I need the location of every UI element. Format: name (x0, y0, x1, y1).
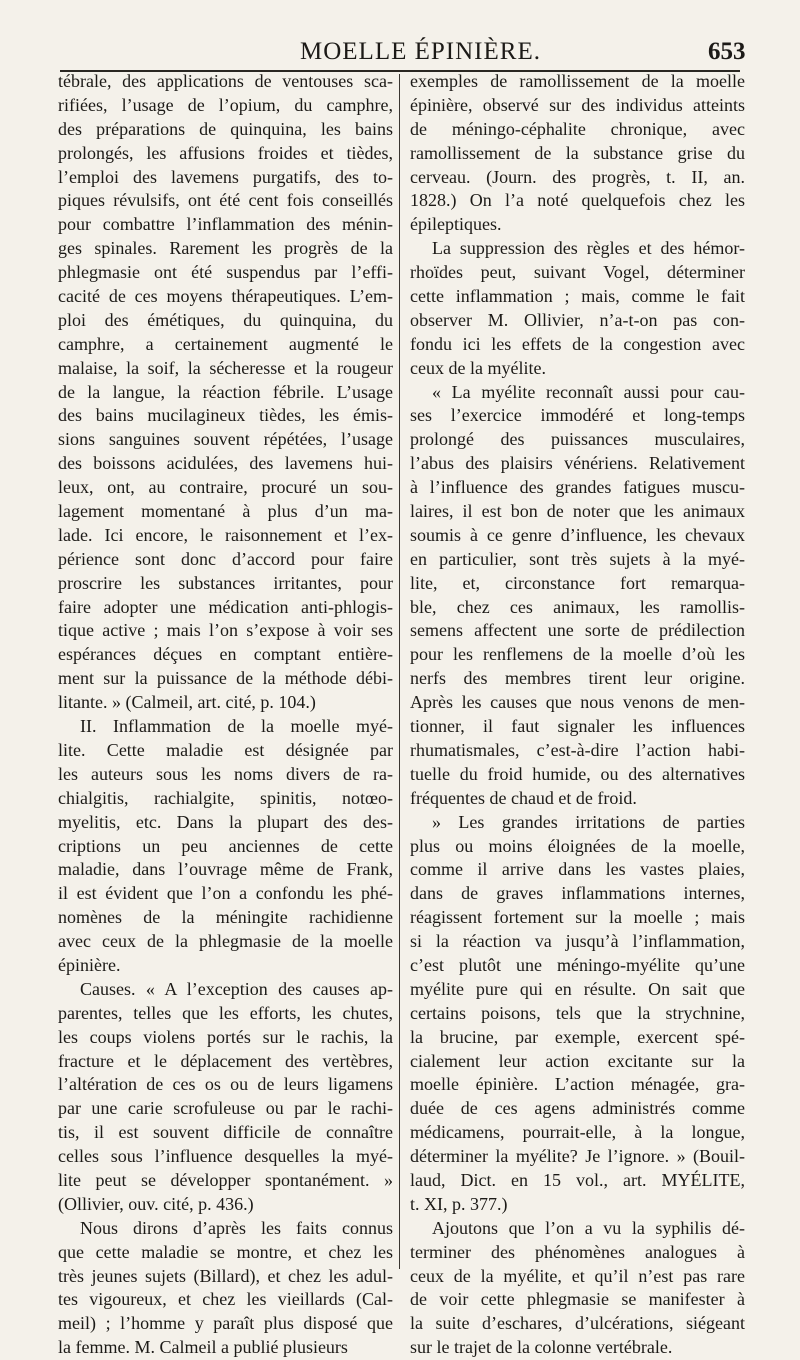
text-line: cette inflammation ; mais, comme le fait (410, 286, 745, 307)
text-line: tes vigoureux, et chez les vieillards (Cal- (58, 1289, 393, 1310)
text-line: de la langue, la réaction fébrile. L’usage (58, 381, 393, 402)
text-line: ment sur la puissance de la méthode débi- (58, 668, 393, 689)
text-line: nomènes de la méningite rachidienne (58, 907, 393, 928)
text-line: lagement momentané à plus d’un ma- (58, 501, 393, 522)
text-line: avec ceux de la phlegmasie de la moelle (58, 931, 393, 952)
text-line: épinière. (58, 954, 121, 975)
text-line: tuelle du froid humide, ou des alternatives (410, 763, 745, 784)
left-column (58, 70, 393, 1360)
text-line: phlegmasie ont été suspendus par l’effi- (58, 262, 393, 283)
text-line: comme il arrive dans les vastes plaies, (410, 859, 745, 880)
text-line: fracture et le déplacement des vertèbres, (58, 1050, 393, 1071)
text-line: plus ou moins éloignées de la moelle, (410, 835, 745, 856)
text-line: ses l’exercice immodéré et long-temps (410, 405, 745, 426)
text-line: les coups violens portés sur le rachis, la (58, 1026, 393, 1047)
text-line: pour les renflemens de la moelle d’où les (410, 644, 745, 665)
text-line: lite, et, circonstance fort remarqua- (410, 572, 745, 593)
text-line: ges spinales. Rarement les progrès de la (58, 238, 393, 259)
text-line: Après les causes que nous venons de men- (410, 692, 745, 713)
text-line: laud, Dict. en 15 vol., art. MYÉLITE, (410, 1169, 745, 1190)
text-line: tique active ; mais l’on s’expose à voir ses (58, 620, 393, 641)
text-line: ceux de la myélite, et qu’il n’est pas rare (410, 1265, 745, 1286)
text-line: espérances déçues en comptant entière- (58, 644, 393, 665)
text-line: c’est plutôt une méningo-myélite qu’une (410, 954, 745, 975)
text-line: ploi des émétiques, du quinquina, du (58, 309, 393, 330)
text-line: à l’influence des grandes fatigues muscu- (410, 477, 745, 498)
text-line: de voir cette phlegmasie se manifester à (410, 1289, 745, 1310)
text-line: sur le trajet de la colonne vertébrale. (410, 1337, 673, 1358)
text-line: en particulier, sont très sujets à la myé- (410, 548, 745, 569)
text-line: piques révulsifs, ont été cent fois conseillés (58, 190, 393, 211)
text-line: ble, chez ces animaux, les ramollis- (410, 596, 745, 617)
text-line: dans de graves inflammations internes, (410, 883, 745, 904)
text-line: meil) ; l’homme y paraît plus disposé que (58, 1313, 393, 1334)
text-line: rhoïdes peut, suivant Vogel, déterminer (410, 262, 745, 283)
text-line: laires, il est bon de noter que les animaux (410, 501, 745, 522)
text-line: tis, il est souvent difficile de connaître (58, 1122, 393, 1143)
text-line: épinière, observé sur des individus atteints (410, 94, 745, 115)
text-line: des boissons acidulées, des lavemens hui- (58, 453, 393, 474)
text-line: terminer des phénomènes analogues à (410, 1241, 745, 1262)
text-line: moelle épinière. L’action ménagée, gra- (410, 1074, 745, 1095)
text-line: fondu ici les effets de la congestion avec (410, 333, 745, 354)
running-title: MOELLE ÉPINIÈRE. (300, 38, 541, 65)
text-line: très jeunes sujets (Billard), et chez les adul- (58, 1265, 393, 1286)
text-line: 1828.) On l’a noté quelquefois chez les (410, 190, 745, 211)
text-line: des bains mucilagineux tièdes, les émis- (58, 405, 393, 426)
text-line: t. XI, p. 377.) (410, 1193, 508, 1214)
text-line: cialement leur action excitante sur la (410, 1050, 745, 1071)
text-line: tébrale, des applications de ventouses sca- (58, 71, 393, 91)
text-line: médicamens, pourrait-elle, à la longue, (410, 1122, 745, 1143)
text-line: de méningo-céphalite chronique, avec (410, 118, 745, 139)
text-line: camphre, a certainement augmenté le (58, 333, 393, 354)
text-line: lite. Cette maladie est désignée par (58, 739, 393, 760)
text-line: rhumatismales, c’est-à-dire l’action habi- (410, 739, 745, 760)
text-line: parentes, telles que les efforts, les chutes, (58, 1002, 393, 1023)
text-line: « La myélite reconnaît aussi pour cau- (432, 381, 745, 402)
text-line: duée de ces agens administrés comme (410, 1098, 745, 1119)
text-line: sions sanguines souvent répétées, l’usage (58, 429, 393, 450)
text-line: ramollissement de la substance grise du (410, 142, 745, 163)
text-line: lade. Ici encore, le raisonnement et l’ex- (58, 524, 393, 545)
running-head (0, 38, 800, 72)
text-line: il est évident que l’on a confondu les phé- (58, 883, 393, 904)
text-line: (Ollivier, ouv. cité, p. 436.) (58, 1193, 254, 1214)
text-line: réagissent fortement sur la moelle ; mais (410, 907, 745, 928)
text-line: des préparations de quinquina, les bains (58, 118, 393, 139)
text-line: déterminer la myélite? Je l’ignore. » (Bouil- (410, 1146, 745, 1167)
text-line: soumis à ce genre d’influence, les chevaux (410, 524, 745, 545)
text-line: les auteurs sous les noms divers de ra- (58, 763, 393, 784)
text-line: par une carie scrofuleuse ou par le rachi- (58, 1098, 393, 1119)
text-line: litante. » (Calmeil, art. cité, p. 104.) (58, 692, 316, 713)
text-line: que cette maladie se montre, et chez les (58, 1241, 393, 1262)
text-line: cacité de ces moyens thérapeutiques. L’em- (58, 286, 393, 307)
text-line: si la réaction va jusqu’à l’inflammation, (410, 931, 745, 952)
text-line: périence sont donc d’accord pour faire (58, 548, 393, 569)
text-line: l’emploi des lavemens purgatifs, des to- (58, 166, 393, 187)
text-line: ceux de la myélite. (410, 357, 546, 378)
text-line: la brucine, par exemple, exercent spé- (410, 1026, 745, 1047)
text-line: La suppression des règles et des hémor- (432, 238, 745, 259)
text-line: prolongé des puissances musculaires, (410, 429, 745, 450)
text-line: faire adopter une médication anti-phlogis- (58, 596, 393, 617)
text-line: chialgitis, rachialgite, spinitis, notœo- (58, 787, 393, 808)
text-line: nerfs des membres tirent leur origine. (410, 668, 745, 689)
text-line: maladie, dans l’ouvrage même de Frank, (58, 859, 393, 880)
text-line: l’altération de ces os ou de leurs ligamens (58, 1074, 393, 1095)
text-line: Ajoutons que l’on a vu la syphilis dé- (432, 1217, 745, 1238)
text-line: Causes. « A l’exception des causes ap- (80, 978, 393, 999)
text-line: Nous dirons d’après les faits connus (80, 1217, 393, 1238)
right-column (410, 70, 745, 1360)
text-line: proscrire les substances irritantes, pour (58, 572, 393, 593)
text-line: fréquentes de chaud et de froid. (410, 787, 637, 808)
text-line: prolongés, les affusions froides et tièdes, (58, 142, 393, 163)
text-line: II. Inflammation de la moelle myé- (80, 716, 393, 737)
column-divider (399, 74, 400, 1269)
text-line: » Les grandes irritations de parties (432, 811, 745, 832)
text-line: lite peut se développer spontanément. » (58, 1169, 393, 1190)
text-line: la suite d’eschares, d’ulcérations, siégeant (410, 1313, 745, 1334)
text-line: observer M. Ollivier, n’a-t-on pas con- (410, 309, 745, 330)
text-line: malaise, la soif, la sécheresse et la rougeur (58, 357, 393, 378)
text-line: semens affectent une sorte de prédilection (410, 620, 745, 641)
text-line: cerveau. (Journ. des progrès, t. II, an. (410, 166, 745, 187)
text-line: celles sous l’influence desquelles la myé- (58, 1146, 393, 1167)
text-line: l’abus des plaisirs vénériens. Relativement (410, 453, 745, 474)
text-line: tionner, il faut signaler les influences (410, 716, 745, 737)
text-line: myelitis, etc. Dans la plupart des des- (58, 811, 393, 832)
text-line: myélite pure qui en résulte. On sait que (410, 978, 745, 999)
text-line: criptions un peu anciennes de cette (58, 835, 393, 856)
text-line: rifiées, l’usage de l’opium, du camphre, (58, 94, 393, 115)
text-line: la femme. M. Calmeil a publié plusieurs (58, 1337, 348, 1358)
text-line: leux, ont, au contraire, procuré un sou- (58, 477, 393, 498)
text-line: pour combattre l’inflammation des ménin- (58, 214, 393, 235)
text-line: exemples de ramollissement de la moelle (410, 71, 745, 91)
text-line: épileptiques. (410, 214, 502, 235)
page-number: 653 (708, 38, 746, 65)
text-line: certains poisons, tels que la strychnine, (410, 1002, 745, 1023)
